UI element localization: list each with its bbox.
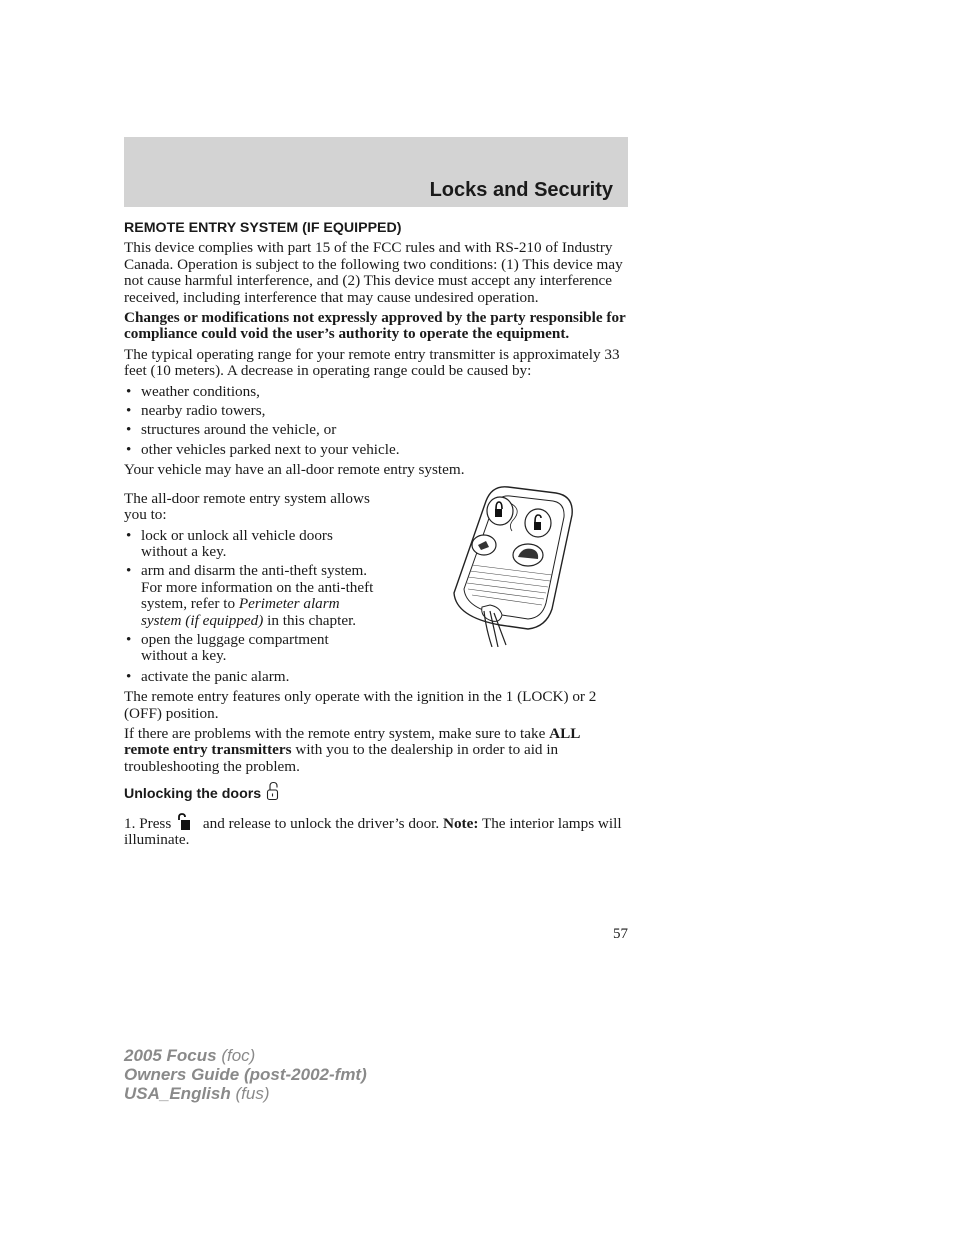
list-item: • open the luggage compartment without a key. xyxy=(124,632,374,665)
list-item: • structures around the vehicle, or xyxy=(124,422,628,438)
list-item xyxy=(124,563,374,629)
troubleshooting-paragraph: If there are problems with the remote entry system, make sure to take ALL remote entry transmitters with you to the dealership in order to aid in troubleshooting the problem. xyxy=(124,724,580,775)
list-item-text: arm and disarm the anti-theft system. For more information on the anti-theft system, refer to xyxy=(141,562,374,613)
range-causes-list xyxy=(124,384,628,459)
ignition-paragraph: The remote entry features only operate with the ignition in the 1 (LOCK) or 2 (OFF) position. xyxy=(124,688,597,722)
list-item-text: in this chapter. xyxy=(267,611,357,629)
allows-list-continued xyxy=(124,669,628,685)
remote-key-fob-illustration xyxy=(440,479,578,647)
unlocking-heading: Unlocking the doors xyxy=(124,781,628,802)
header-band xyxy=(124,137,628,207)
list-item: • other vehicles parked next to your vehicle. xyxy=(124,442,628,458)
unlock-icon xyxy=(265,781,281,801)
section-heading: REMOTE ENTRY SYSTEM (IF EQUIPPED) xyxy=(124,220,402,236)
range-paragraph: The typical operating range for your remote entry transmitter is approximately 33 feet (10 meters). A decrease in operating range could be caused by: xyxy=(124,345,620,380)
cross-reference-link: Perimeter alarm system (if equipped) xyxy=(141,595,340,629)
list-item: • lock or unlock all vehicle doors without a key. xyxy=(124,528,374,561)
list-item: • weather conditions, xyxy=(124,384,628,400)
footer-line-1: 2005 Focus (foc) xyxy=(124,1046,256,1065)
all-door-paragraph: Your vehicle may have an all-door remote entry system. xyxy=(124,461,465,479)
warning-paragraph: Changes or modifications not expressly approved by the party responsible for compliance could void the user’s authority to operate the equipment. xyxy=(124,309,626,343)
footer-line-3: USA_English (fus) xyxy=(124,1084,270,1103)
allows-section xyxy=(124,491,628,685)
footer-line-2: Owners Guide (post-2002-fmt) xyxy=(124,1065,367,1084)
unlock-step-1: 1. Press and release to unlock the driver’s door. Note: The interior lamps will illuminate. xyxy=(124,814,622,848)
note-label: Note: xyxy=(442,814,479,832)
footer xyxy=(124,1046,367,1103)
allows-text-column xyxy=(124,491,374,665)
unlock-button-icon xyxy=(175,813,199,831)
list-item: • activate the panic alarm. xyxy=(124,669,628,685)
page-title: Locks and Security xyxy=(429,179,613,201)
emphasis-text: ALL remote entry transmitters xyxy=(124,724,580,759)
fcc-paragraph: This device complies with part 15 of the FCC rules and with RS-210 of Industry Canada. Operation is subject to the following two conditions: (1) This device may not cause harmful interference, and (2) This device must accept any interference received, including interference that may cause undesired operation. xyxy=(124,239,623,306)
allows-list xyxy=(124,528,374,665)
page-number: 57 xyxy=(613,926,628,942)
list-item: • nearby radio towers, xyxy=(124,403,628,419)
main-content xyxy=(124,220,628,852)
allows-intro: The all-door remote entry system allows you to: xyxy=(124,489,370,524)
